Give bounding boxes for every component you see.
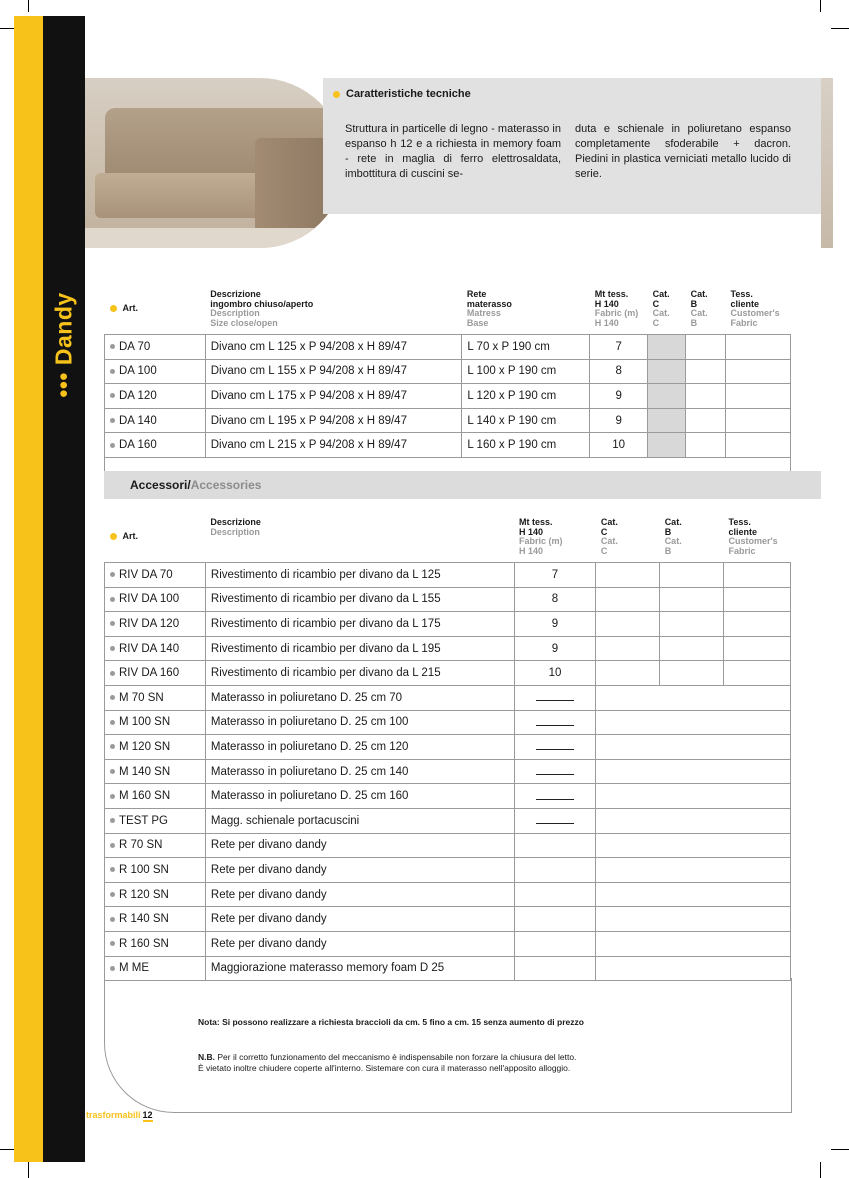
- yellow-sidebar: [14, 16, 43, 1162]
- table-frame-line: [104, 455, 105, 471]
- table-row: R 100 SN Rete per divano dandy: [105, 858, 791, 883]
- blank-line: [536, 765, 574, 775]
- crop-mark: [820, 1162, 821, 1178]
- bullet-icon: [110, 533, 117, 540]
- table-row: RIV DA 140 Rivestimento di ricambio per divano da L 195 9: [105, 636, 791, 661]
- table-row: RIV DA 120 Rivestimento di ricambio per divano da L 175 9: [105, 612, 791, 637]
- tech-text-col2: duta e schienale in poliuretano espanso completamente sfoderabile + dacron. Piedini in plastica verniciati metallo lucido di serie.: [575, 123, 791, 180]
- blank-line: [536, 814, 574, 824]
- blank-line: [536, 691, 574, 701]
- table-row: RIV DA 70 Rivestimento di ricambio per divano da L 125 7: [105, 563, 791, 588]
- crop-mark: [0, 28, 14, 29]
- table-row: M 100 SN Materasso in poliuretano D. 25 cm 100: [105, 710, 791, 735]
- side-photo-edge: [821, 78, 833, 248]
- table-row: R 70 SN Rete per divano dandy: [105, 833, 791, 858]
- table-row: M 160 SN Materasso in poliuretano D. 25 cm 160: [105, 784, 791, 809]
- brand-label: ••• Dandy: [50, 292, 77, 398]
- accessories-title: Accessori/Accessories: [130, 478, 262, 492]
- table-row: TEST PG Magg. schienale portacuscini: [105, 808, 791, 833]
- accessories-table: [104, 514, 791, 981]
- table-header: Art. Descrizione Description Mt tess. H 140 Fabric (m) H 140 Cat. C Cat. C Cat. B Cat. B Tess. cliente Customer's Fabric: [105, 514, 791, 563]
- table-row: DA 140 Divano cm L 195 x P 94/208 x H 89/47 L 140 x P 190 cm 9: [105, 408, 791, 433]
- table-row: RIV DA 160 Rivestimento di ricambio per divano da L 215 10: [105, 661, 791, 686]
- bullet-icon: [333, 91, 340, 98]
- table-frame-line: [790, 455, 791, 471]
- table-row: RIV DA 100 Rivestimento di ricambio per divano da L 155 8: [105, 587, 791, 612]
- nb-text: N.B. Per il corretto funzionamento del meccanismo è indispensabile non forzare la chiusura del letto. È vietato inoltre chiudere coperte all'interno. Sistemare con cura il materasso nell'apposito alloggio.: [198, 1052, 577, 1073]
- table-row: DA 100 Divano cm L 155 x P 94/208 x H 89/47 L 100 x P 190 cm 8: [105, 359, 791, 384]
- table-row: M 70 SN Materasso in poliuretano D. 25 cm 70: [105, 685, 791, 710]
- crop-mark: [820, 0, 821, 12]
- note-text: Nota: Si possono realizzare a richiesta braccioli da cm. 5 fino a cm. 15 senza aumento di prezzo: [198, 1017, 584, 1027]
- black-strip: [43, 16, 85, 1162]
- notes-frame: [104, 978, 792, 1113]
- table-row: R 160 SN Rete per divano dandy: [105, 931, 791, 956]
- crop-mark: [831, 28, 849, 29]
- table-row: DA 70 Divano cm L 125 x P 94/208 x H 89/47 L 70 x P 190 cm 7: [105, 335, 791, 360]
- table-row: M 140 SN Materasso in poliuretano D. 25 cm 140: [105, 759, 791, 784]
- table-row: M 120 SN Materasso in poliuretano D. 25 cm 120: [105, 735, 791, 760]
- table-row: DA 120 Divano cm L 175 x P 94/208 x H 89/47 L 120 x P 190 cm 9: [105, 384, 791, 409]
- bullet-icon: [110, 305, 117, 312]
- sofa-photo: [85, 78, 345, 248]
- blank-line: [536, 740, 574, 750]
- table-row: M ME Maggiorazione materasso memory foam D 25: [105, 956, 791, 981]
- blank-line: [536, 790, 574, 800]
- blank-line: [536, 716, 574, 726]
- tech-text-col1: Struttura in particelle di legno - materasso in espanso h 12 e a richiesta in memory foam - rete in maglia di ferro elettrosaldata, imbottitura di cuscini se-: [345, 123, 561, 180]
- table-header: Art. Descrizione ingombro chiuso/aperto Description Size close/open Rete materasso Matress Base Mt tess. H 140 Fabric (m) H 140 Cat. C Cat. C Cat. B Cat. B Tess. cliente Customer's Fabric: [105, 286, 791, 335]
- table-row: R 120 SN Rete per divano dandy: [105, 882, 791, 907]
- table-row: DA 160 Divano cm L 215 x P 94/208 x H 89/47 L 160 x P 190 cm 10: [105, 433, 791, 458]
- crop-mark: [831, 1149, 849, 1150]
- page-number: 12: [142, 1110, 153, 1120]
- crop-mark: [28, 1162, 29, 1178]
- table-row: R 140 SN Rete per divano dandy: [105, 907, 791, 932]
- crop-mark: [0, 1149, 14, 1150]
- page-footer: trasformabili 12: [86, 1110, 153, 1120]
- tech-title: Caratteristiche tecniche: [333, 88, 471, 100]
- crop-mark: [28, 0, 29, 12]
- product-table: [104, 286, 791, 458]
